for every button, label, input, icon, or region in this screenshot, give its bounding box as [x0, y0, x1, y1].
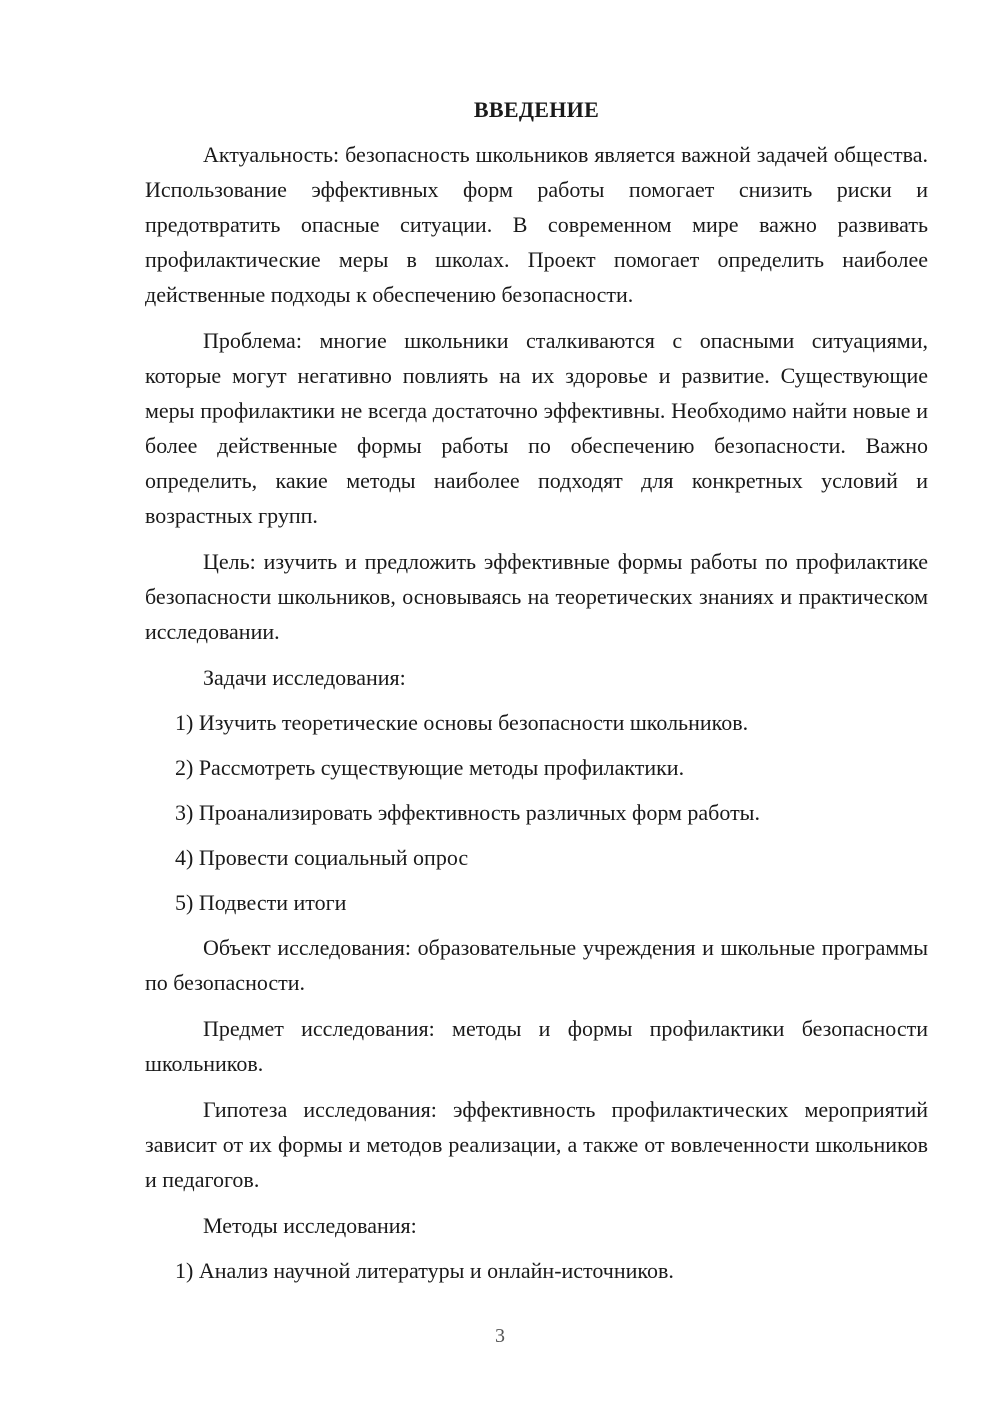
task-item-4: 4) Провести социальный опрос [175, 845, 469, 870]
section-title: ВВЕДЕНИЕ [473, 97, 600, 122]
task-item-1: 1) Изучить теоретические основы безопасности школьников. [175, 710, 749, 735]
method-item-1: 1) Анализ научной литературы и онлайн-источников. [175, 1258, 674, 1283]
paragraph-goal: Цель: изучить и предложить эффективные формы работы по профилактике безопасности школьников, основываясь на теоретических знаниях и практическом исследовании. [145, 549, 928, 644]
task-item-5: 5) Подвести итоги [175, 890, 347, 915]
task-item-2: 2) Рассмотреть существующие методы профилактики. [175, 755, 685, 780]
document-page [145, 92, 928, 1298]
task-item-3: 3) Проанализировать эффективность различных форм работы. [175, 800, 760, 825]
tasks-label: Задачи исследования: [203, 665, 406, 690]
paragraph-problem: Проблема: многие школьники сталкиваются с опасными ситуациями, которые могут негативно повлиять на их здоровье и развитие. Существующие меры профилактики не всегда достаточно эффективны. Необходимо найти новые и более действенные формы работы по обеспечению безопасности. Важно определить, какие методы наиболее подходят для конкретных условий и возрастных групп. [145, 328, 928, 528]
methods-label: Методы исследования: [203, 1213, 417, 1238]
paragraph-object: Объект исследования: образовательные учреждения и школьные программы по безопасности. [145, 935, 928, 995]
paragraph-hypothesis: Гипотеза исследования: эффективность профилактических мероприятий зависит от их формы и методов реализации, а также от вовлеченности школьников и педагогов. [145, 1097, 928, 1192]
paragraph-relevance: Актуальность: безопасность школьников является важной задачей общества. Использование эффективных форм работы помогает снизить риски и предотвратить опасные ситуации. В современном мире важно развивать профилактические меры в школах. Проект помогает определить наиболее действенные подходы к обеспечению безопасности. [145, 142, 928, 307]
page-number: 3 [495, 1325, 505, 1347]
paragraph-subject: Предмет исследования: методы и формы профилактики безопасности школьников. [145, 1016, 928, 1076]
